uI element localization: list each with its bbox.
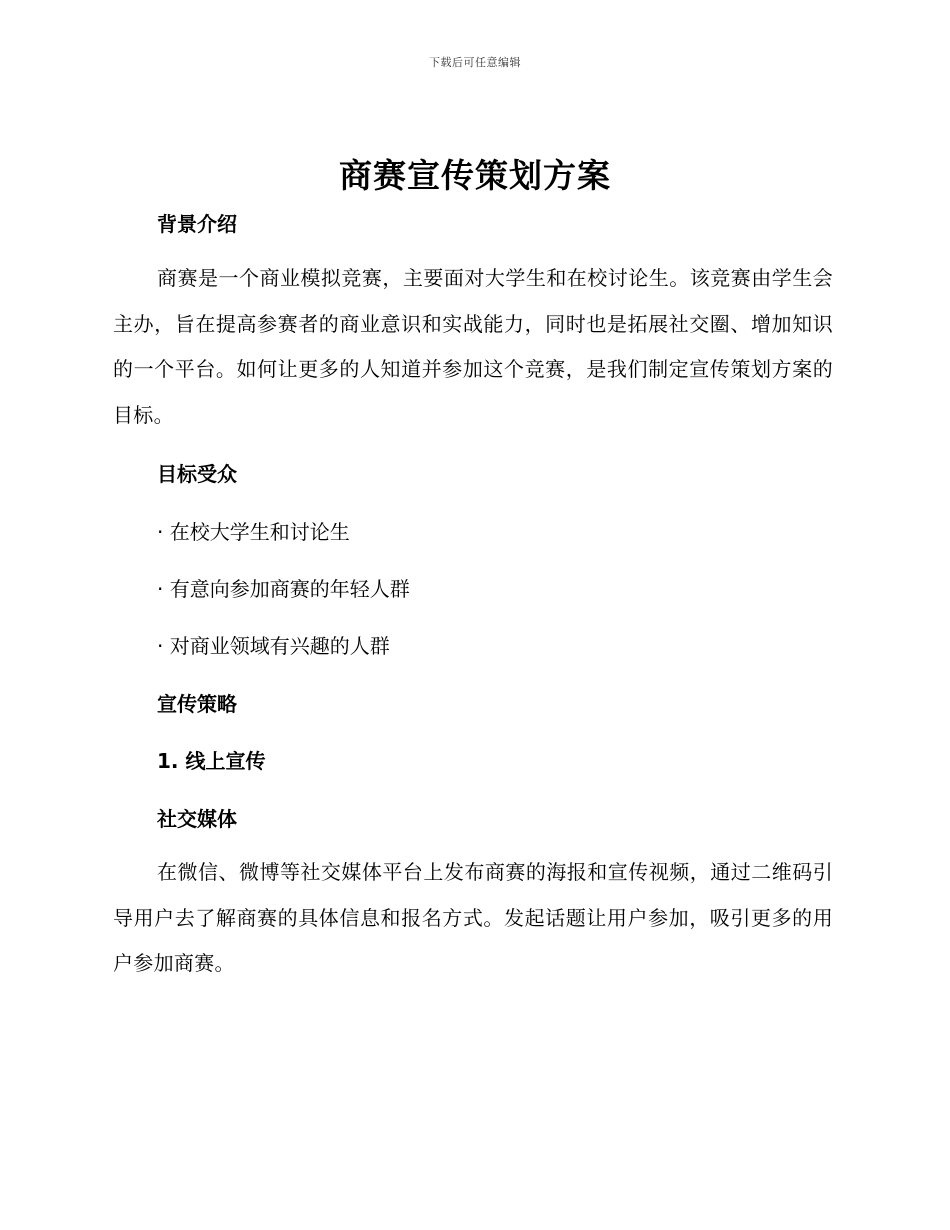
social-media-paragraph: 在微信、微博等社交媒体平台上发布商赛的海报和宣传视频，通过二维码引导用户去了解商赛的具体信息和报名方式。发起话题让用户参加，吸引更多的用户参加商赛。	[113, 860, 833, 975]
subsection-heading-online: 1. 线上宣传	[157, 749, 266, 773]
document-title: 商赛宣传策划方案	[339, 156, 611, 195]
section-heading-background: 背景介绍	[157, 212, 237, 236]
page-header-note: 下载后可任意编辑	[429, 56, 521, 69]
section-heading-audience: 目标受众	[157, 462, 237, 486]
audience-list-item: · 对商业领域有兴趣的人群	[157, 634, 390, 658]
background-paragraph: 商赛是一个商业模拟竞赛，主要面对大学生和在校讨论生。该竞赛由学生会主办，旨在提高参赛者的商业意识和实战能力，同时也是拓展社交圈、增加知识的一个平台。如何让更多的人知道并参加这个竞赛，是我们制定宣传策划方案的目标。	[113, 266, 833, 427]
section-heading-strategy: 宣传策略	[157, 692, 237, 716]
audience-list-item: · 在校大学生和讨论生	[157, 520, 350, 544]
subsection-heading-social-media: 社交媒体	[157, 807, 237, 831]
audience-list-item: · 有意向参加商赛的年轻人群	[157, 577, 410, 601]
